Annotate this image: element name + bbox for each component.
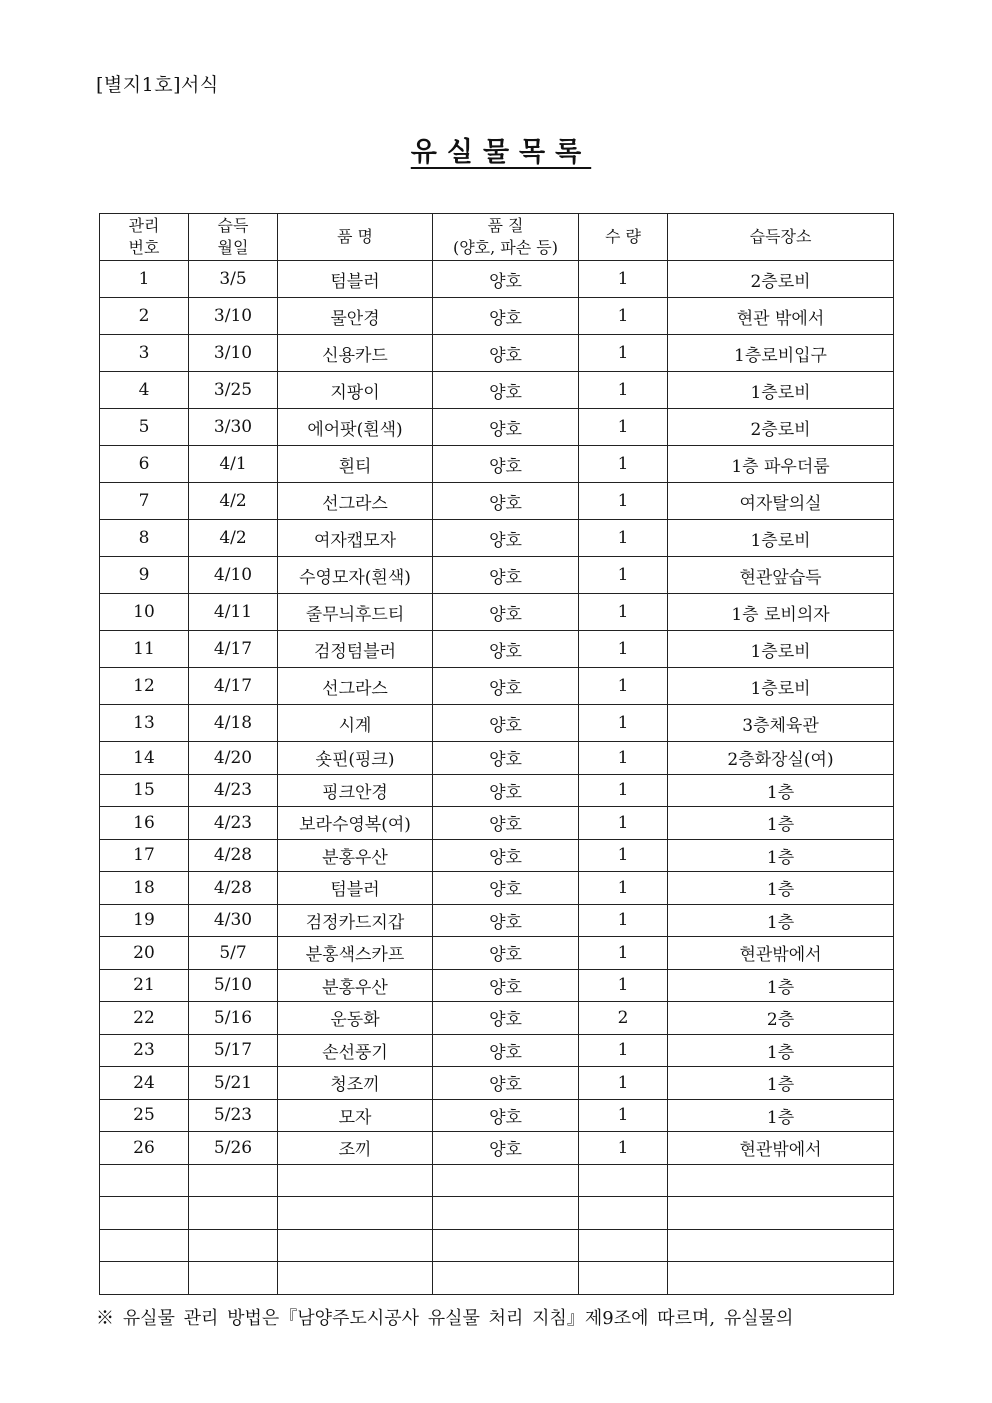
cell-no: 20 xyxy=(100,937,189,970)
cell-item-name: 선그라스 xyxy=(278,668,433,705)
cell-quantity xyxy=(579,1229,668,1262)
cell-date xyxy=(189,1164,278,1197)
table-row-blank xyxy=(100,1262,894,1295)
cell-no: 12 xyxy=(100,668,189,705)
cell-quantity xyxy=(579,1164,668,1197)
cell-date: 3/10 xyxy=(189,335,278,372)
cell-quantity: 1 xyxy=(579,1099,668,1132)
cell-quantity: 1 xyxy=(579,742,668,775)
cell-item-name: 분홍색스카프 xyxy=(278,937,433,970)
cell-date: 4/23 xyxy=(189,774,278,807)
cell-condition: 양호 xyxy=(433,872,579,905)
cell-place: 3층체육관 xyxy=(668,705,894,742)
table-row-blank xyxy=(100,1197,894,1230)
cell-item-name: 숏핀(핑크) xyxy=(278,742,433,775)
table-row-blank xyxy=(100,1229,894,1262)
cell-date: 5/7 xyxy=(189,937,278,970)
cell-quantity: 1 xyxy=(579,1067,668,1100)
cell-no: 24 xyxy=(100,1067,189,1100)
cell-place: 현관 밖에서 xyxy=(668,298,894,335)
cell-item-name xyxy=(278,1262,433,1295)
table-row xyxy=(100,742,894,775)
table-row xyxy=(100,1002,894,1035)
cell-place xyxy=(668,1229,894,1262)
cell-item-name: 흰티 xyxy=(278,446,433,483)
cell-place: 1층 xyxy=(668,1067,894,1100)
table-row xyxy=(100,937,894,970)
page-title-text: 유실물목록 xyxy=(410,137,592,168)
cell-quantity xyxy=(579,1197,668,1230)
cell-condition xyxy=(433,1262,579,1295)
table-row xyxy=(100,594,894,631)
cell-place: 1층로비 xyxy=(668,668,894,705)
cell-quantity: 1 xyxy=(579,904,668,937)
cell-quantity: 1 xyxy=(579,1034,668,1067)
cell-place: 현관밖에서 xyxy=(668,937,894,970)
cell-date: 4/20 xyxy=(189,742,278,775)
cell-no: 18 xyxy=(100,872,189,905)
table-row xyxy=(100,372,894,409)
cell-no: 25 xyxy=(100,1099,189,1132)
cell-condition: 양호 xyxy=(433,631,579,668)
cell-quantity: 1 xyxy=(579,261,668,298)
header-no: 관리 번호 xyxy=(100,214,189,261)
cell-condition: 양호 xyxy=(433,807,579,840)
cell-place: 1층 xyxy=(668,904,894,937)
cell-quantity: 1 xyxy=(579,298,668,335)
cell-condition: 양호 xyxy=(433,839,579,872)
table-row xyxy=(100,631,894,668)
table-row xyxy=(100,1132,894,1165)
cell-date: 3/10 xyxy=(189,298,278,335)
header-date: 습득 월일 xyxy=(189,214,278,261)
cell-place: 1층 xyxy=(668,1099,894,1132)
cell-condition: 양호 xyxy=(433,372,579,409)
cell-place xyxy=(668,1197,894,1230)
cell-quantity: 1 xyxy=(579,372,668,409)
cell-quantity: 1 xyxy=(579,937,668,970)
header-item-name: 품 명 xyxy=(278,214,433,261)
table-row xyxy=(100,839,894,872)
cell-item-name xyxy=(278,1164,433,1197)
cell-item-name: 손선풍기 xyxy=(278,1034,433,1067)
cell-date xyxy=(189,1229,278,1262)
cell-condition: 양호 xyxy=(433,705,579,742)
cell-no: 14 xyxy=(100,742,189,775)
cell-date: 4/28 xyxy=(189,872,278,905)
cell-place xyxy=(668,1164,894,1197)
table-row xyxy=(100,969,894,1002)
cell-date: 5/10 xyxy=(189,969,278,1002)
cell-condition: 양호 xyxy=(433,335,579,372)
lost-items-table xyxy=(99,213,894,1295)
cell-item-name: 지팡이 xyxy=(278,372,433,409)
cell-no: 11 xyxy=(100,631,189,668)
cell-condition: 양호 xyxy=(433,594,579,631)
cell-quantity: 1 xyxy=(579,409,668,446)
cell-no: 16 xyxy=(100,807,189,840)
cell-place: 1층 로비의자 xyxy=(668,594,894,631)
cell-date: 4/17 xyxy=(189,631,278,668)
cell-no: 7 xyxy=(100,483,189,520)
cell-no: 26 xyxy=(100,1132,189,1165)
table-row xyxy=(100,1099,894,1132)
cell-place: 1층로비 xyxy=(668,372,894,409)
cell-condition: 양호 xyxy=(433,1132,579,1165)
cell-item-name: 핑크안경 xyxy=(278,774,433,807)
cell-place: 1층 xyxy=(668,839,894,872)
cell-place: 여자탈의실 xyxy=(668,483,894,520)
cell-no: 19 xyxy=(100,904,189,937)
cell-no xyxy=(100,1229,189,1262)
cell-no: 8 xyxy=(100,520,189,557)
cell-quantity: 1 xyxy=(579,1132,668,1165)
cell-date: 5/21 xyxy=(189,1067,278,1100)
cell-condition: 양호 xyxy=(433,937,579,970)
cell-condition xyxy=(433,1197,579,1230)
cell-place: 1층 xyxy=(668,969,894,1002)
table-row xyxy=(100,774,894,807)
cell-date xyxy=(189,1197,278,1230)
cell-item-name: 물안경 xyxy=(278,298,433,335)
cell-item-name: 텀블러 xyxy=(278,872,433,905)
table-row xyxy=(100,483,894,520)
cell-quantity: 1 xyxy=(579,807,668,840)
cell-no: 23 xyxy=(100,1034,189,1067)
cell-no: 6 xyxy=(100,446,189,483)
header-place: 습득장소 xyxy=(668,214,894,261)
cell-no: 4 xyxy=(100,372,189,409)
table-row xyxy=(100,1034,894,1067)
cell-quantity: 1 xyxy=(579,774,668,807)
cell-place: 1층 파우더룸 xyxy=(668,446,894,483)
cell-condition: 양호 xyxy=(433,668,579,705)
cell-item-name: 검정카드지갑 xyxy=(278,904,433,937)
cell-no xyxy=(100,1197,189,1230)
table-row xyxy=(100,705,894,742)
table-row xyxy=(100,872,894,905)
cell-date: 3/25 xyxy=(189,372,278,409)
table-row xyxy=(100,904,894,937)
footnote: ※ 유실물 관리 방법은『남양주도시공사 유실물 처리 지침』제9조에 따르며, 유실물의 xyxy=(96,1308,794,1329)
cell-item-name: 분홍우산 xyxy=(278,839,433,872)
form-label: [별지1호]서식 xyxy=(96,74,219,96)
cell-condition: 양호 xyxy=(433,446,579,483)
table-row xyxy=(100,335,894,372)
cell-place: 2층 xyxy=(668,1002,894,1035)
cell-quantity xyxy=(579,1262,668,1295)
table-row-blank xyxy=(100,1164,894,1197)
cell-quantity: 1 xyxy=(579,705,668,742)
cell-date: 4/11 xyxy=(189,594,278,631)
cell-no: 13 xyxy=(100,705,189,742)
cell-item-name: 청조끼 xyxy=(278,1067,433,1100)
cell-quantity: 1 xyxy=(579,872,668,905)
cell-item-name: 조끼 xyxy=(278,1132,433,1165)
cell-quantity: 1 xyxy=(579,631,668,668)
cell-date: 4/30 xyxy=(189,904,278,937)
cell-no: 2 xyxy=(100,298,189,335)
table-row xyxy=(100,807,894,840)
cell-quantity: 2 xyxy=(579,1002,668,1035)
cell-no: 1 xyxy=(100,261,189,298)
cell-condition: 양호 xyxy=(433,1099,579,1132)
cell-condition: 양호 xyxy=(433,409,579,446)
cell-place: 1층 xyxy=(668,872,894,905)
cell-item-name: 여자캡모자 xyxy=(278,520,433,557)
cell-date xyxy=(189,1262,278,1295)
cell-condition: 양호 xyxy=(433,742,579,775)
cell-place: 1층 xyxy=(668,807,894,840)
cell-place: 현관앞습득 xyxy=(668,557,894,594)
cell-item-name: 모자 xyxy=(278,1099,433,1132)
cell-item-name xyxy=(278,1229,433,1262)
cell-date: 4/2 xyxy=(189,483,278,520)
cell-condition: 양호 xyxy=(433,298,579,335)
cell-no: 5 xyxy=(100,409,189,446)
page-title xyxy=(0,130,992,169)
cell-item-name: 신용카드 xyxy=(278,335,433,372)
cell-item-name: 선그라스 xyxy=(278,483,433,520)
cell-place: 1층로비 xyxy=(668,520,894,557)
cell-condition: 양호 xyxy=(433,904,579,937)
table-row xyxy=(100,446,894,483)
cell-item-name: 줄무늬후드티 xyxy=(278,594,433,631)
cell-item-name: 분홍우산 xyxy=(278,969,433,1002)
cell-condition: 양호 xyxy=(433,969,579,1002)
cell-no xyxy=(100,1164,189,1197)
cell-place: 2층화장실(여) xyxy=(668,742,894,775)
cell-no: 3 xyxy=(100,335,189,372)
cell-place: 현관밖에서 xyxy=(668,1132,894,1165)
cell-date: 4/17 xyxy=(189,668,278,705)
cell-no: 9 xyxy=(100,557,189,594)
cell-item-name: 수영모자(흰색) xyxy=(278,557,433,594)
cell-item-name: 운동화 xyxy=(278,1002,433,1035)
cell-no: 15 xyxy=(100,774,189,807)
cell-item-name xyxy=(278,1197,433,1230)
cell-place: 1층로비 xyxy=(668,631,894,668)
cell-no: 10 xyxy=(100,594,189,631)
cell-item-name: 시계 xyxy=(278,705,433,742)
cell-no: 22 xyxy=(100,1002,189,1035)
cell-date: 4/28 xyxy=(189,839,278,872)
cell-place: 2층로비 xyxy=(668,409,894,446)
cell-item-name: 텀블러 xyxy=(278,261,433,298)
cell-quantity: 1 xyxy=(579,557,668,594)
cell-date: 5/26 xyxy=(189,1132,278,1165)
header-quantity: 수 량 xyxy=(579,214,668,261)
cell-date: 3/5 xyxy=(189,261,278,298)
cell-quantity: 1 xyxy=(579,483,668,520)
cell-condition xyxy=(433,1164,579,1197)
cell-quantity: 1 xyxy=(579,335,668,372)
cell-date: 3/30 xyxy=(189,409,278,446)
cell-quantity: 1 xyxy=(579,520,668,557)
cell-place xyxy=(668,1262,894,1295)
cell-quantity: 1 xyxy=(579,668,668,705)
cell-date: 4/18 xyxy=(189,705,278,742)
cell-condition: 양호 xyxy=(433,483,579,520)
cell-item-name: 검정텀블러 xyxy=(278,631,433,668)
cell-condition xyxy=(433,1229,579,1262)
cell-date: 5/23 xyxy=(189,1099,278,1132)
table-header-row xyxy=(100,214,894,261)
cell-place: 1층 xyxy=(668,1034,894,1067)
header-condition: 품 질 (양호, 파손 등) xyxy=(433,214,579,261)
cell-quantity: 1 xyxy=(579,839,668,872)
cell-quantity: 1 xyxy=(579,446,668,483)
cell-no: 17 xyxy=(100,839,189,872)
table-row xyxy=(100,557,894,594)
cell-date: 5/17 xyxy=(189,1034,278,1067)
table-body xyxy=(100,261,894,1295)
cell-condition: 양호 xyxy=(433,1067,579,1100)
cell-quantity: 1 xyxy=(579,594,668,631)
cell-condition: 양호 xyxy=(433,1002,579,1035)
cell-condition: 양호 xyxy=(433,1034,579,1067)
cell-place: 1층 xyxy=(668,774,894,807)
cell-date: 4/23 xyxy=(189,807,278,840)
cell-condition: 양호 xyxy=(433,557,579,594)
table-row xyxy=(100,1067,894,1100)
cell-item-name: 보라수영복(여) xyxy=(278,807,433,840)
table-row xyxy=(100,409,894,446)
cell-condition: 양호 xyxy=(433,520,579,557)
table-row xyxy=(100,668,894,705)
table-row xyxy=(100,261,894,298)
cell-place: 2층로비 xyxy=(668,261,894,298)
cell-condition: 양호 xyxy=(433,261,579,298)
cell-date: 4/2 xyxy=(189,520,278,557)
cell-no: 21 xyxy=(100,969,189,1002)
cell-no xyxy=(100,1262,189,1295)
cell-date: 4/10 xyxy=(189,557,278,594)
cell-item-name: 에어팟(흰색) xyxy=(278,409,433,446)
table-row xyxy=(100,520,894,557)
cell-date: 5/16 xyxy=(189,1002,278,1035)
cell-place: 1층로비입구 xyxy=(668,335,894,372)
cell-quantity: 1 xyxy=(579,969,668,1002)
table-row xyxy=(100,298,894,335)
cell-condition: 양호 xyxy=(433,774,579,807)
cell-date: 4/1 xyxy=(189,446,278,483)
